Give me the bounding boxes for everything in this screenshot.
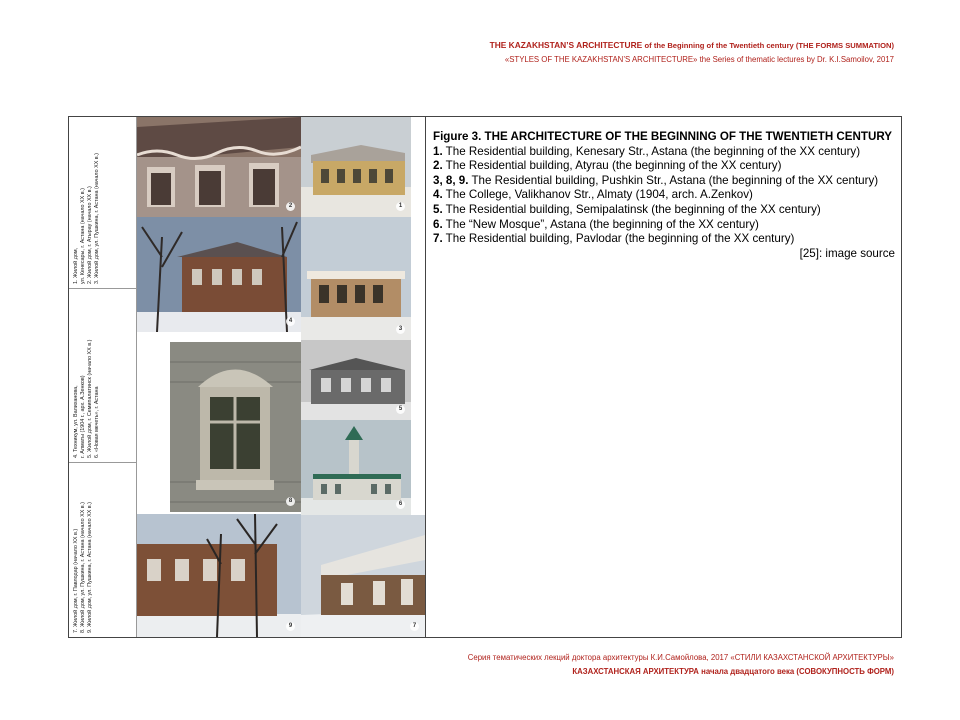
image-source: [25]: image source xyxy=(799,246,895,260)
sidebar-line: 9. Жилой дом, ул. Пушкина, г. Астана (начало XX в.) xyxy=(87,502,93,633)
photo-8 xyxy=(170,342,301,512)
photo-5 xyxy=(301,340,411,420)
caption-item-number: 4. xyxy=(433,188,443,202)
caption-item-number: 6. xyxy=(433,217,443,231)
figure-caption xyxy=(433,130,895,261)
sidebar-line: 5. Жилой дом, г. Семипалатинск (начало XX в.) xyxy=(87,339,93,458)
caption-item xyxy=(433,232,895,247)
footer-series: Серия тематических лекций доктора архитектуры К.И.Самойлова, 2017 «СТИЛИ КАЗАХСТАНСКОЙ АРХИТЕКТУРЫ» xyxy=(467,653,894,662)
header-title xyxy=(490,40,894,50)
header-title-rest: of the Beginning of the Twentieth century (THE FORMS SUMMATION) xyxy=(644,41,894,50)
sidebar-group-3 xyxy=(69,463,137,637)
photo-number: 9 xyxy=(286,622,295,631)
caption-item xyxy=(433,218,895,233)
photo-number: 2 xyxy=(286,202,295,211)
caption-item-text: The College, Valikhanov Str., Almaty (1904, arch. A.Zenkov) xyxy=(442,188,753,202)
caption-item xyxy=(433,145,895,160)
caption-item-number: 1. xyxy=(433,144,443,158)
sidebar-line: 4. Техникум, ул. Валиханова, xyxy=(73,385,79,458)
header-subtitle: «STYLES OF THE KAZAKHSTAN’S ARCHITECTURE» the Series of thematic lectures by Dr. K.I.Samoilov, 2017 xyxy=(504,55,894,64)
footer-title: КАЗАХСТАНСКАЯ АРХИТЕКТУРА начала двадцатого века (СОВОКУПНОСТЬ ФОРМ) xyxy=(572,667,894,676)
sidebar-line: 7. Жилой дом, г. Павлодар (начало XX в.) xyxy=(73,528,79,633)
caption-item-text: The Residential building, Atyrau (the beginning of the XX century) xyxy=(442,159,782,173)
photo-9 xyxy=(137,514,301,637)
photo-number: 1 xyxy=(396,202,405,211)
photo-2 xyxy=(137,117,301,217)
sidebar-line: 1. Жилой дом, xyxy=(73,247,79,284)
sidebar-line: 8. Жилой дом, ул. Пушкина, г. Астана (начало XX в.) xyxy=(80,502,86,633)
sidebar-line: 3. Жилой дом, ул. Пушкина, г. Астана (начало XX в.) xyxy=(94,153,100,284)
photo-number: 7 xyxy=(410,622,419,631)
photo-1 xyxy=(301,117,411,217)
sidebar-group-2 xyxy=(69,289,137,463)
figure-title: Figure 3. THE ARCHITECTURE OF THE BEGINNING OF THE TWENTIETH CENTURY xyxy=(433,130,893,143)
caption-item-text: The Residential building, Kenesary Str., Astana (the beginning of the XX century) xyxy=(442,144,861,158)
header-title-bold: THE KAZAKHSTAN’S ARCHITECTURE xyxy=(489,40,643,50)
sidebar-group-1 xyxy=(69,117,137,289)
caption-item xyxy=(433,188,895,203)
photo-number: 8 xyxy=(286,497,295,506)
caption-item-text: The Residential building, Pavlodar (the beginning of the XX century) xyxy=(442,232,795,246)
photo-3 xyxy=(301,217,411,340)
photo-6 xyxy=(301,420,411,515)
photo-number: 5 xyxy=(396,405,405,414)
caption-item-number: 7. xyxy=(433,232,443,246)
caption-item-text: The “New Mosque”, Astana (the beginning of the XX century) xyxy=(442,217,759,231)
sidebar-line: 6. «Новая мечеть», г. Астана xyxy=(94,386,100,458)
caption-item-number: 3, 8, 9. xyxy=(433,173,469,187)
photo-number: 6 xyxy=(396,500,405,509)
photo-7 xyxy=(301,515,425,637)
caption-item xyxy=(433,174,895,189)
caption-item-text: The Residential building, Semipalatinsk (the beginning of the XX century) xyxy=(442,202,821,216)
caption-item-number: 2. xyxy=(433,159,443,173)
sidebar-line: г. Алматы (1904 г., арх. А.Зенков) xyxy=(80,375,86,458)
caption-item xyxy=(433,159,895,174)
caption-item-number: 5. xyxy=(433,202,443,216)
sidebar-line: ул. Кенесары, г. Астана (начало XX в.) xyxy=(80,188,86,284)
caption-item xyxy=(433,203,895,218)
sidebar-line: 2. Жилой дом, г. Атырау (начало XX в.) xyxy=(87,186,93,284)
photo-4 xyxy=(137,217,301,332)
photo-number: 4 xyxy=(286,317,295,326)
frame-divider xyxy=(425,116,426,638)
photo-number: 3 xyxy=(396,325,405,334)
caption-item-text: The Residential building, Pushkin Str., Astana (the beginning of the XX century) xyxy=(468,173,879,187)
